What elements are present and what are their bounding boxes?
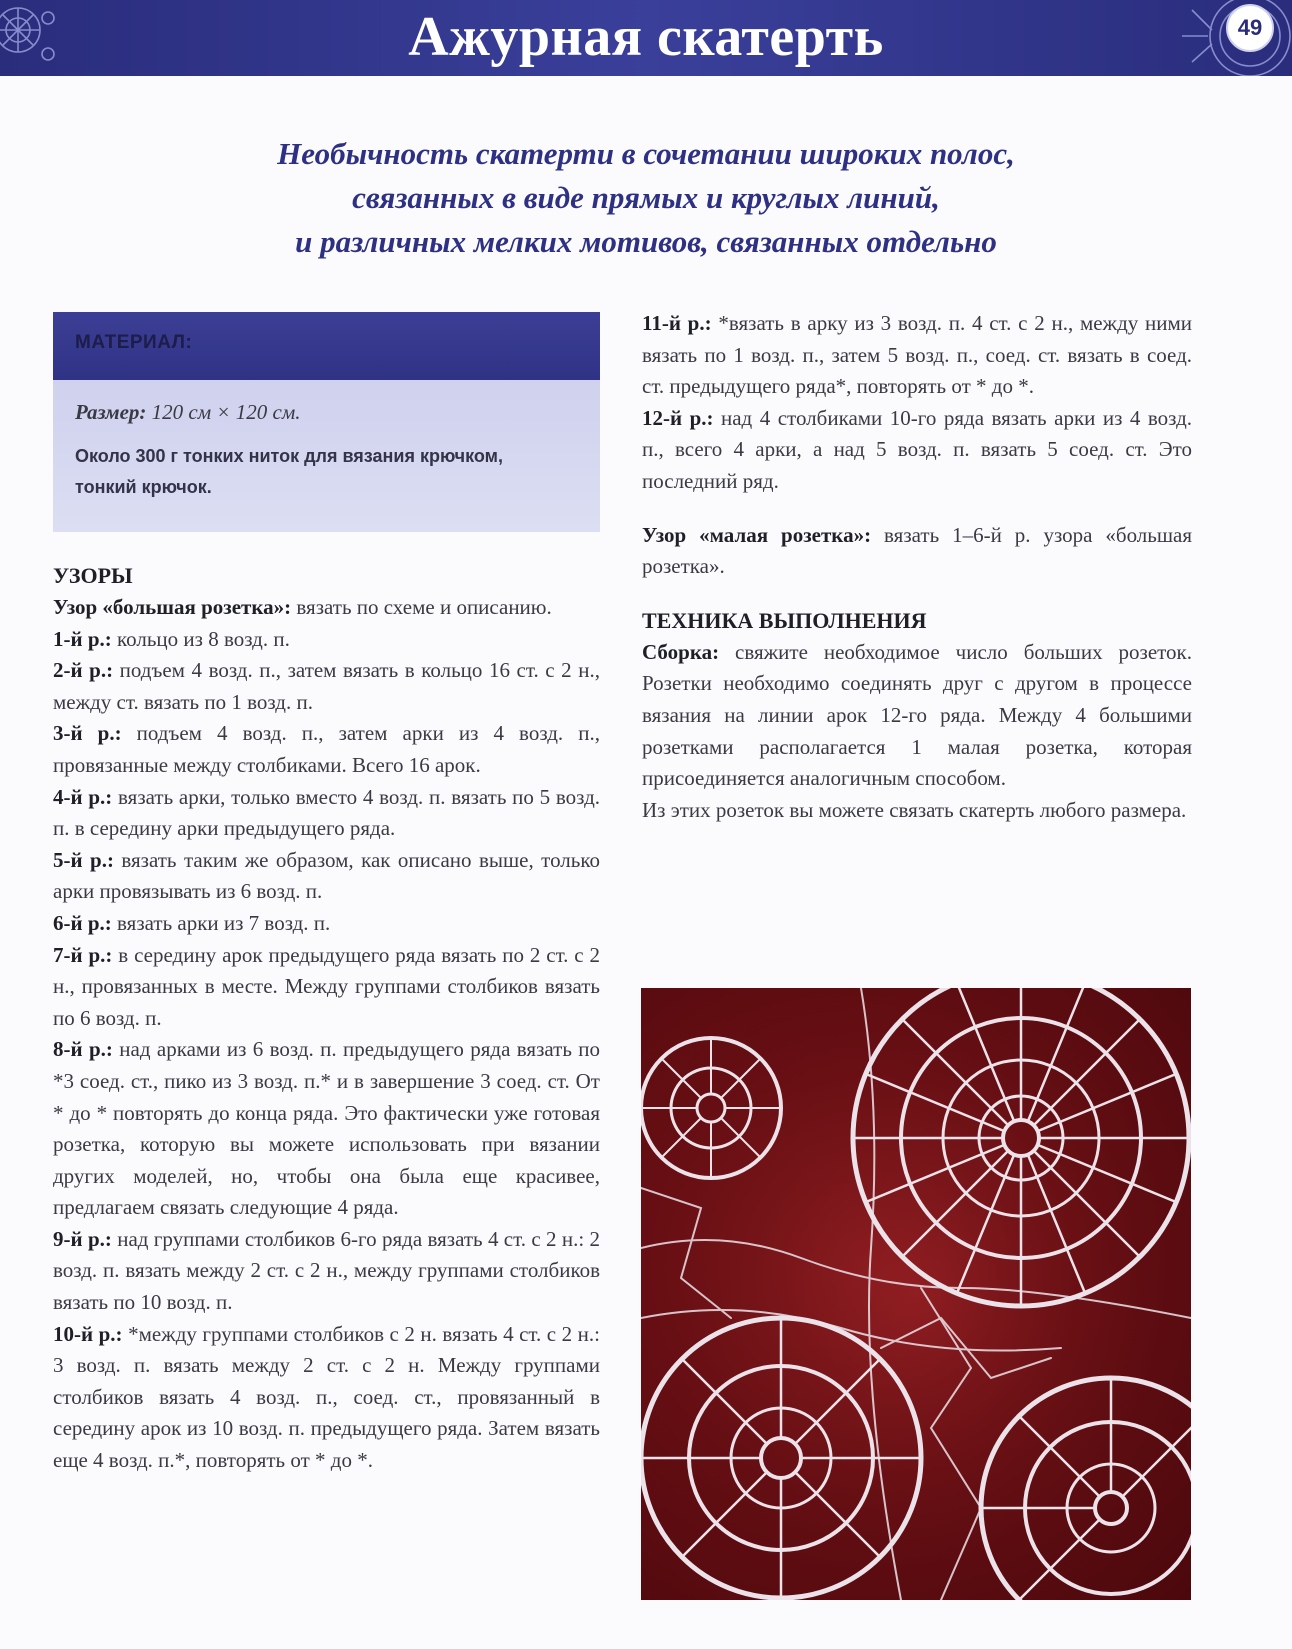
pattern-row: 10-й р.: *между группами столбиков с 2 н. вязать 4 ст. с 2 н.: 3 возд. п. вязать между 2 ст. с 2 н. Между группами столбиков вязать 4 возд. п., соед. ст., провязанный в середину арок из 10 возд. п. предыдущего ряда. Затем вязать еще 4 возд. п.*, повторять от * до *. [53, 1321, 600, 1473]
material-note: Около 300 г тонких ниток для вязания крючком, тонкий крючок. [75, 446, 503, 497]
material-body [53, 380, 600, 532]
page-title: Ажурная скатерть [408, 6, 884, 68]
assembly-text: Сборка: свяжите необходимое число больших розеток. Розетки необходимо соединять друг с другом в процессе вязания на линии арок 12-го ряда. Между 4 большими розетками располагается 1 малая розетка, которая присоединяется аналогичным способом. [642, 639, 1192, 791]
pattern-row: 8-й р.: над арками из 6 возд. п. предыдущего ряда вязать по *3 соед. ст., пико из 3 возд. п.* и в завершение 3 соед. ст. От * до * повторять до конца ряда. Это фактически уже готовая розетка, которую вы можете использовать при вязании других моделей, но, чтобы она была еще красивее, предлагаем связать следующие 4 ряда. [53, 1037, 601, 1220]
small-rosette-note: Узор «малая розетка»: вязать 1–6-й р. узора «большая розетка». [642, 522, 1193, 579]
technique-heading: ТЕХНИКА ВЫПОЛНЕНИЯ [642, 607, 927, 633]
pattern-row: 4-й р.: вязать арки, только вместо 4 возд. п. вязать по 5 возд. п. в середину арки предыдущего ряда. [53, 784, 601, 841]
pattern-row: 3-й р.: подъем 4 возд. п., затем арки из 4 возд. п., провязанные между столбиками. Всего 16 арок. [53, 721, 600, 777]
pattern-row: Узор «большая розетка»: вязать по схеме и описанию. [53, 595, 552, 619]
pattern-row: 5-й р.: вязать таким же образом, как описано выше, только арки провязывать из 6 возд. п. [53, 847, 600, 904]
intro-text: Необычность скатерти в сочетании широких полос, связанных в виде прямых и круглых линий, и различных мелких мотивов, связанных отдельно [277, 136, 1015, 259]
technique-column [642, 308, 1192, 826]
pattern-row: 9-й р.: над группами столбиков 6-го ряда вязать 4 ст. с 2 н.: 2 возд. п. вязать между 2 ст. с 2 н., между группами столбиков вязать по 10 возд. п. [53, 1226, 601, 1315]
pattern-row: 12-й р.: над 4 столбиками 10-го ряда вязать арки из 4 возд. п., всего 4 арки, а над 5 возд. п. вязать 5 соед. ст. Это последний ряд. [642, 405, 1193, 493]
pattern-row: 7-й р.: в середину арок предыдущего ряда вязать по 2 ст. с 2 н., провязанных в месте. Между группами столбиков вязать по 6 возд. п. [53, 942, 601, 1030]
lace-photo [641, 988, 1191, 1600]
final-note: Из этих розеток вы можете связать скатерть любого размера. [642, 797, 1187, 822]
material-size: Размер: 120 см × 120 см. [75, 400, 301, 424]
patterns-column [53, 560, 600, 1477]
pattern-row: 11-й р.: *вязать в арку из 3 возд. п. 4 ст. с 2 н., между ними вязать по 1 возд. п., затем 5 возд. п., соед. ст. вязать в соед. ст. предыдущего ряда*, повторять от * до *. [642, 311, 1192, 399]
pattern-row: 6-й р.: вязать арки из 7 возд. п. [53, 910, 331, 935]
patterns-heading: УЗОРЫ [53, 563, 133, 588]
page-number: 49 [1226, 4, 1274, 52]
pattern-row: 1-й р.: кольцо из 8 возд. п. [53, 626, 290, 651]
material-box [53, 312, 600, 532]
crochet-lace-image [641, 988, 1191, 1600]
pattern-row: 2-й р.: подъем 4 возд. п., затем вязать в кольцо 16 ст. с 2 н., между ст. вязать по 1 возд. п. [53, 658, 600, 714]
material-heading: МАТЕРИАЛ: [53, 312, 600, 380]
page-header [0, 0, 1292, 76]
